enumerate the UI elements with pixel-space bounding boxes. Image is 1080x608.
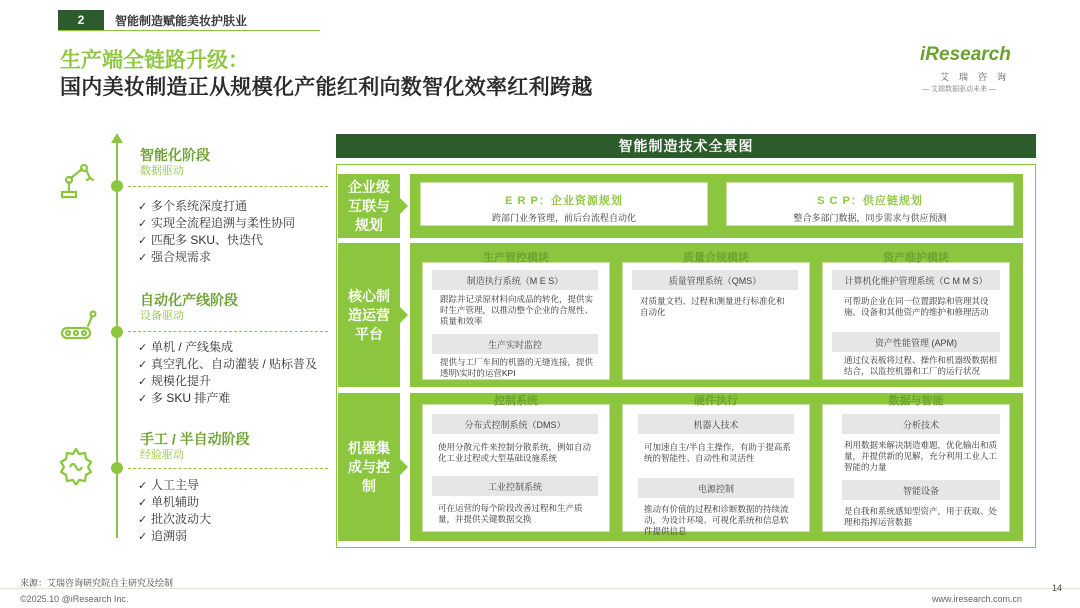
source-note: 来源：艾瑞咨询研究院自主研究及绘制 (20, 578, 174, 588)
scp-desc: 整合多部门数据，同步需求与供应预测 (793, 213, 947, 223)
module-dms: 分布式控制系统（DMS） (432, 414, 598, 434)
card-title: 质量合规模块 (683, 252, 749, 264)
stage-dot-1 (111, 180, 123, 192)
timeline-axis (116, 142, 118, 538)
module-desc: 通过仪表板将过程、操作和机器级数据相结合，以监控机器和工厂的运行状况 (844, 355, 998, 376)
module-desc: 可在运营的每个阶段改善过程和生产质量，并提供关键数据交换 (438, 503, 583, 524)
module-realtime-monitor: 生产实时监控 (432, 334, 598, 354)
row-label-line: 核心制 (348, 287, 390, 304)
stage-list-manual (138, 477, 211, 545)
erp-block (420, 182, 708, 226)
row-label-line: 机器集 (348, 439, 390, 456)
stage-subtitle-intelligent: 数据驱动 (140, 165, 184, 177)
scp-title: S C P：供应链规划 (817, 195, 923, 207)
stage-dot-3 (111, 462, 123, 474)
panel-banner: 智能制造技术全景图 (336, 134, 1036, 158)
production-line-icon (58, 308, 98, 348)
module-cmms: 计算机化维护管理系统（C M M S） (832, 270, 1000, 290)
card-title: 硬件执行 (694, 395, 738, 407)
erp-title: E R P：企业资源规划 (505, 195, 623, 207)
module-desc: 使用分散元件来控制分散系统，例如自动化工业过程或大型基础设施系统 (438, 442, 592, 463)
logo-wordmark: iResearch (920, 44, 1011, 65)
row-label-enterprise (338, 174, 400, 238)
module-desc: 对质量文档、过程和测量进行标准化和自动化 (640, 296, 785, 317)
section-number: 2 (58, 10, 104, 30)
section-title: 智能制造赋能美妆护肤业 (115, 14, 248, 28)
module-power-control: 电源控制 (638, 478, 794, 498)
module-qms: 质量管理系统（QMS） (632, 270, 798, 290)
row-label-line: 造运营 (348, 306, 390, 323)
module-robotics: 机器人技术 (638, 414, 794, 434)
stage-subtitle-automation: 设备驱动 (140, 310, 184, 322)
page-title-line1: 生产端全链路升级： (60, 49, 249, 72)
list-item: ✓ 强合规需求 (138, 249, 295, 266)
list-item: ✓ 追溯弱 (138, 528, 211, 545)
gear-icon (56, 445, 96, 485)
website-link[interactable]: www.iresearch.com.cn (932, 594, 1023, 604)
stage-divider (128, 186, 328, 187)
copyright: ©2025.10 @iResearch Inc. (20, 594, 129, 604)
iresearch-logo (912, 44, 1022, 96)
card-title: 资产维护模块 (883, 252, 949, 264)
logo-tagline: — 艾瑞数据驱动未来 — (922, 86, 996, 93)
module-desc: 可帮助企业在同一位置跟踪和管理其设施、设备和其他资产的维护和修理活动 (844, 296, 989, 317)
list-item: ✓ 批次波动大 (138, 511, 211, 528)
stage-list-automation (138, 339, 317, 407)
erp-desc: 跨部门业务管理，前后台流程自动化 (491, 213, 636, 223)
row-label-line: 平台 (355, 325, 383, 342)
logo-cn-name: 艾瑞咨询 (940, 72, 1017, 82)
list-item: ✓ 单机 / 产线集成 (138, 339, 317, 356)
stage-dot-2 (111, 326, 123, 338)
module-desc: 推动有价值的过程和诊断数据的持续流动，为设计环境、可视化系统和信息软件提供信息 (644, 504, 789, 536)
module-desc: 跟踪并记录原材料向成品的转化，提供实时生产管理，以推动整个企业的合规性、质量和效率 (440, 294, 594, 326)
scp-block (726, 182, 1014, 226)
module-desc: 可加速自主/半自主操作，有助于提高系统的智能性、自动性和灵活性 (644, 442, 791, 463)
page-number: 14 (1052, 583, 1063, 593)
page-title-line2: 国内美妆制造正从规模化产能红利向数智化效率红利跨越 (60, 76, 593, 99)
stage-subtitle-manual: 经验驱动 (140, 449, 184, 461)
stage-divider (128, 468, 328, 469)
module-desc: 利用数据来解决制造难题，优化输出和质量，并提供新的见解，充分利用工业人工智能的力量 (844, 440, 998, 472)
list-item: ✓ 多 SKU 排产难 (138, 390, 317, 407)
row-label-machine-control (338, 393, 400, 541)
module-desc: 提供与工厂车间的机器的无缝连接，提供透明\实时的运营KPI (440, 357, 594, 378)
module-apm: 资产性能管理 (APM) (832, 332, 1000, 352)
module-desc: 是自我和系统感知型资产，用于获取、处理和指挥运营数据 (844, 506, 998, 527)
row-label-line: 规划 (355, 216, 383, 233)
module-smart-devices: 智能设备 (842, 480, 1000, 500)
card-title: 生产管控模块 (483, 252, 549, 264)
stage-list-intelligent (138, 198, 295, 266)
row-label-line: 成与控 (348, 458, 390, 475)
module-industrial-control: 工业控制系统 (432, 476, 598, 496)
row-label-core-platform (338, 243, 400, 387)
footer-divider (0, 588, 1080, 589)
card-title: 数据与智能 (888, 395, 944, 407)
list-item: ✓ 多个系统深度打通 (138, 198, 295, 215)
list-item: ✓ 实现全流程追溯与柔性协同 (138, 215, 295, 232)
stage-title-automation: 自动化产线阶段 (140, 292, 238, 308)
list-item: ✓ 人工主导 (138, 477, 211, 494)
list-item: ✓ 规模化提升 (138, 373, 317, 390)
stage-title-intelligent: 智能化阶段 (140, 147, 210, 163)
robotic-arm-icon (58, 160, 98, 200)
list-item: ✓ 匹配多 SKU、快迭代 (138, 232, 295, 249)
card-title: 控制系统 (494, 395, 538, 407)
stage-divider (128, 331, 328, 332)
list-item: ✓ 真空乳化、自动灌装 / 贴标普及 (138, 356, 317, 373)
module-analytics: 分析技术 (842, 414, 1000, 434)
module-mes: 制造执行系统（M E S） (432, 270, 598, 290)
row-label-line: 互联与 (348, 197, 390, 214)
stage-title-manual: 手工 / 半自动阶段 (140, 431, 250, 447)
row-label-line: 制 (362, 477, 376, 494)
list-item: ✓ 单机辅助 (138, 494, 211, 511)
row-label-line: 企业级 (348, 178, 390, 195)
header-divider (58, 30, 320, 31)
